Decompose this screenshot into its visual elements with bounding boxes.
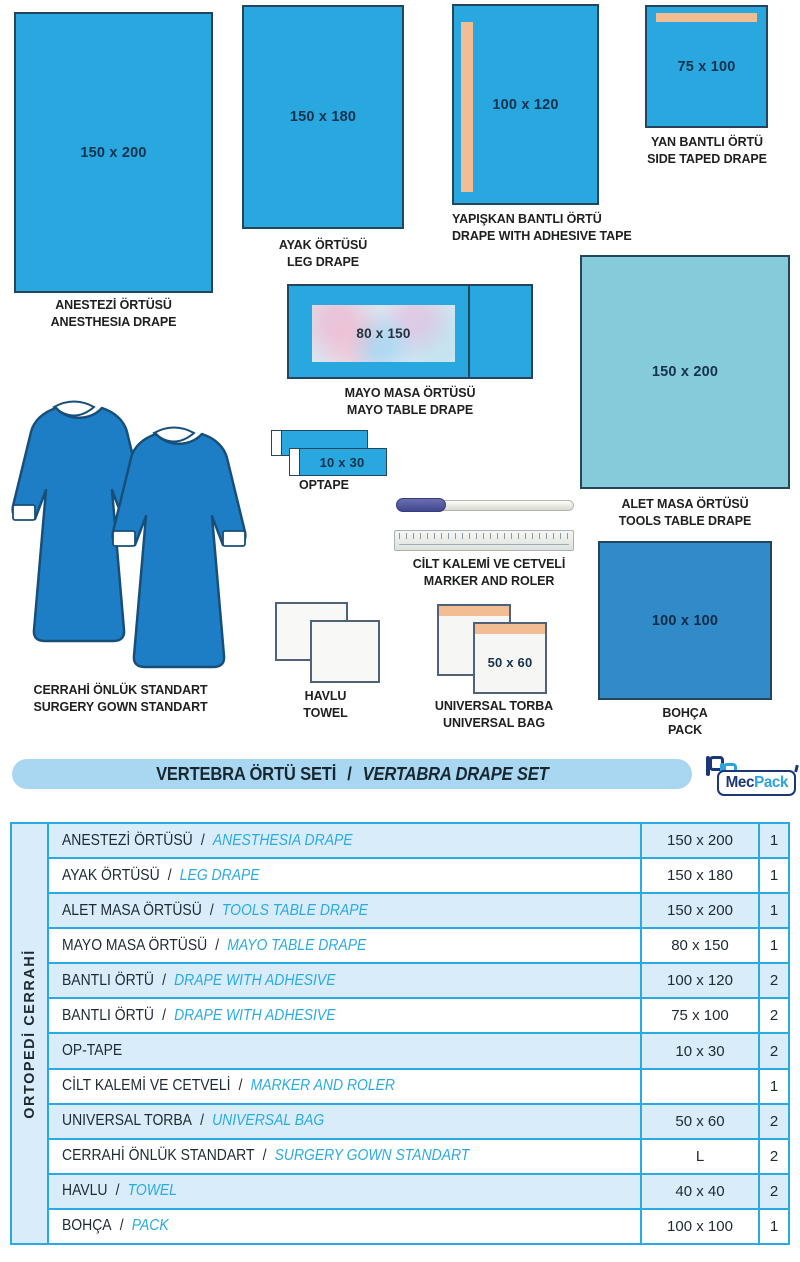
side-tape-strip <box>656 13 757 22</box>
mayo-drape-label <box>287 385 533 418</box>
surgery-gown-graphic <box>2 392 258 677</box>
adhesive-drape-size: 100 x 120 <box>492 96 559 113</box>
logo-text-pack: Pack <box>753 774 788 791</box>
optape-label: OPTAPE <box>299 478 349 492</box>
item-qty-cell: 1 <box>758 859 788 892</box>
side-taped-drape-label <box>627 134 787 167</box>
item-name-en: PACK <box>131 1217 169 1235</box>
label-tr: YAPIŞKAN BANTLI ÖRTÜ <box>452 212 602 226</box>
item-qty-cell: 2 <box>758 964 788 997</box>
pack-size: 100 x 100 <box>651 612 719 629</box>
table-row <box>49 1034 788 1069</box>
name-separator: / <box>209 901 214 919</box>
item-name-tr: CİLT KALEMİ VE CETVELİ <box>62 1077 231 1095</box>
surgery-group-label: ORTOPEDİ CERRAHİ <box>21 948 38 1119</box>
item-qty-cell: 2 <box>758 1105 788 1138</box>
mayo-drape-fold-line <box>468 286 470 377</box>
item-name-cell <box>49 1034 640 1067</box>
item-name-en: ANESTHESIA DRAPE <box>212 831 353 849</box>
item-qty-cell: 1 <box>758 1210 788 1243</box>
set-title-banner <box>12 759 692 789</box>
item-size-cell: 75 x 100 <box>640 999 758 1032</box>
table-row <box>49 1070 788 1105</box>
ruler-graphic <box>394 530 574 551</box>
table-row <box>49 894 788 929</box>
anesthesia-drape-size: 150 x 200 <box>80 144 147 161</box>
table-row <box>49 1140 788 1175</box>
side-taped-drape-graphic <box>645 5 768 128</box>
name-separator: / <box>167 866 172 884</box>
marker-ruler-label <box>399 556 579 589</box>
logo-wordmark-box <box>717 770 796 796</box>
name-separator: / <box>215 936 220 954</box>
item-name-tr: OP-TAPE <box>62 1042 123 1059</box>
item-qty-cell: 1 <box>758 894 788 927</box>
label-tr: CERRAHİ ÖNLÜK STANDART <box>33 683 208 697</box>
contents-table <box>10 822 790 1245</box>
label-en: TOWEL <box>303 705 348 720</box>
mayo-drape-graphic <box>287 284 533 379</box>
name-separator: / <box>200 1112 204 1130</box>
side-taped-drape-size: 75 x 100 <box>677 58 736 75</box>
item-name-en: TOWEL <box>127 1182 177 1200</box>
name-separator: / <box>262 1147 267 1165</box>
tools-table-drape-graphic <box>580 255 790 489</box>
universal-bag-size: 50 x 60 <box>487 654 533 670</box>
item-name-en: MARKER AND ROLER <box>250 1077 396 1095</box>
label-tr: YAN BANTLI ÖRTÜ <box>651 135 763 149</box>
table-row <box>49 1105 788 1140</box>
name-separator: / <box>238 1077 243 1095</box>
adhesive-drape-graphic <box>452 4 599 205</box>
title-separator: / <box>346 763 352 784</box>
label-tr: MAYO MASA ÖRTÜSÜ <box>344 386 476 400</box>
item-qty-cell: 2 <box>758 1034 788 1067</box>
item-name-en: DRAPE WITH ADHESIVE <box>174 1006 336 1024</box>
item-name-en: TOOLS TABLE DRAPE <box>221 901 368 919</box>
surgery-group-cell <box>12 824 49 1243</box>
item-qty-cell: 2 <box>758 1140 788 1173</box>
item-name-cell <box>49 859 640 892</box>
label-tr: CİLT KALEMİ VE CETVELİ <box>412 557 566 571</box>
label-en: SURGERY GOWN STANDART <box>33 699 208 714</box>
table-row <box>49 1210 788 1243</box>
item-name-tr: UNIVERSAL TORBA <box>62 1112 192 1130</box>
label-en: ANESTHESIA DRAPE <box>50 314 177 329</box>
item-size-cell: 50 x 60 <box>640 1105 758 1138</box>
item-size-cell: 150 x 180 <box>640 859 758 892</box>
table-row <box>49 859 788 894</box>
name-separator: / <box>162 1006 166 1024</box>
name-separator: / <box>119 1217 124 1235</box>
label-en: MARKER AND ROLER <box>423 573 555 588</box>
towel-graphic-front <box>310 620 380 683</box>
optape-tab <box>290 449 300 475</box>
ruler-baseline <box>399 544 569 545</box>
optape-size: 10 x 30 <box>319 454 365 470</box>
universal-bag-graphic-front <box>473 622 547 694</box>
label-en: PACK <box>667 722 703 737</box>
item-name-cell <box>49 1140 640 1173</box>
item-qty-cell: 2 <box>758 999 788 1032</box>
label-tr: ANESTEZİ ÖRTÜSÜ <box>55 298 172 312</box>
name-separator: / <box>162 971 166 989</box>
item-name-tr: BANTLI ÖRTÜ <box>62 1006 154 1024</box>
adhesive-drape-label <box>452 211 652 244</box>
bag-flap <box>437 604 511 616</box>
item-qty-cell: 1 <box>758 824 788 857</box>
mayo-drape-size: 80 x 150 <box>356 326 411 341</box>
item-name-cell <box>49 1070 640 1103</box>
leg-drape-size: 150 x 180 <box>289 109 357 125</box>
name-separator: / <box>115 1182 120 1200</box>
name-separator: / <box>200 831 205 849</box>
adhesive-tape-strip <box>461 22 473 192</box>
item-size-cell: 40 x 40 <box>640 1175 758 1208</box>
label-tr: BOHÇA <box>662 706 708 720</box>
label-tr: ALET MASA ÖRTÜSÜ <box>621 497 749 511</box>
item-name-cell <box>49 824 640 857</box>
item-name-en: SURGERY GOWN STANDART <box>274 1147 470 1165</box>
table-row <box>49 999 788 1034</box>
anesthesia-drape-graphic <box>14 12 213 293</box>
pack-graphic <box>598 541 772 700</box>
item-size-cell: 150 x 200 <box>640 824 758 857</box>
mecpack-logo <box>701 753 797 799</box>
label-en: TOOLS TABLE DRAPE <box>618 513 752 528</box>
table-row <box>49 929 788 964</box>
label-en: MAYO TABLE DRAPE <box>346 402 474 417</box>
marker-pen-cap <box>396 498 446 512</box>
item-name-en: UNIVERSAL BAG <box>212 1112 325 1130</box>
leg-drape-graphic <box>242 5 404 229</box>
item-qty-cell: 1 <box>758 929 788 962</box>
tools-table-drape-size: 150 x 200 <box>651 364 719 380</box>
anesthesia-drape-label <box>14 297 213 330</box>
item-name-cell <box>49 964 640 997</box>
item-name-cell <box>49 999 640 1032</box>
surgery-gown-label <box>18 682 223 715</box>
item-name-tr: CERRAHİ ÖNLÜK STANDART <box>62 1147 255 1165</box>
item-name-en: DRAPE WITH ADHESIVE <box>174 971 336 989</box>
item-name-tr: BANTLI ÖRTÜ <box>62 971 154 989</box>
item-qty-cell: 2 <box>758 1175 788 1208</box>
ruler-ticks <box>399 533 569 539</box>
leg-drape-label <box>242 237 404 270</box>
item-size-cell: 100 x 120 <box>640 964 758 997</box>
item-name-tr: MAYO MASA ÖRTÜSÜ <box>62 936 208 954</box>
set-title-tr: VERTEBRA ÖRTÜ SETİ <box>155 763 336 784</box>
bag-flap <box>473 622 547 634</box>
item-size-cell: L <box>640 1140 758 1173</box>
logo-text-mec: Mec <box>725 774 754 791</box>
item-name-en: MAYO TABLE DRAPE <box>227 936 367 954</box>
item-name-en: LEG DRAPE <box>179 866 260 884</box>
item-qty-cell: 1 <box>758 1070 788 1103</box>
table-row <box>49 1175 788 1210</box>
item-name-tr: BOHÇA <box>62 1217 112 1235</box>
item-size-cell: 80 x 150 <box>640 929 758 962</box>
label-en: UNIVERSAL BAG <box>443 715 545 730</box>
optape-strip-front <box>289 448 387 476</box>
item-name-cell <box>49 1105 640 1138</box>
towel-label <box>273 688 378 721</box>
item-name-tr: AYAK ÖRTÜSÜ <box>62 866 160 884</box>
item-name-cell <box>49 1175 640 1208</box>
label-en: SIDE TAPED DRAPE <box>647 151 767 166</box>
item-size-cell: 150 x 200 <box>640 894 758 927</box>
item-size-cell: 100 x 100 <box>640 1210 758 1243</box>
mayo-drape-pattern <box>312 305 455 362</box>
item-size-cell <box>640 1070 758 1103</box>
label-en: LEG DRAPE <box>286 254 360 269</box>
table-rows <box>49 824 788 1243</box>
item-name-cell <box>49 929 640 962</box>
item-name-cell <box>49 894 640 927</box>
label-tr: HAVLU <box>304 689 347 703</box>
universal-bag-label <box>432 698 556 731</box>
label-en: DRAPE WITH ADHESIVE TAPE <box>452 228 632 243</box>
label-tr: AYAK ÖRTÜSÜ <box>278 238 368 252</box>
set-title-en: VERTABRA DRAPE SET <box>362 763 549 784</box>
table-row <box>49 824 788 859</box>
label-tr: UNIVERSAL TORBA <box>434 699 554 713</box>
table-row <box>49 964 788 999</box>
item-size-cell: 10 x 30 <box>640 1034 758 1067</box>
optape-tab <box>272 431 282 455</box>
item-name-tr: ALET MASA ÖRTÜSÜ <box>62 901 202 919</box>
tools-table-drape-label <box>580 496 790 529</box>
pack-label <box>598 705 772 738</box>
item-name-tr: HAVLU <box>62 1182 108 1200</box>
item-name-cell <box>49 1210 640 1243</box>
item-name-tr: ANESTEZİ ÖRTÜSÜ <box>62 831 193 849</box>
